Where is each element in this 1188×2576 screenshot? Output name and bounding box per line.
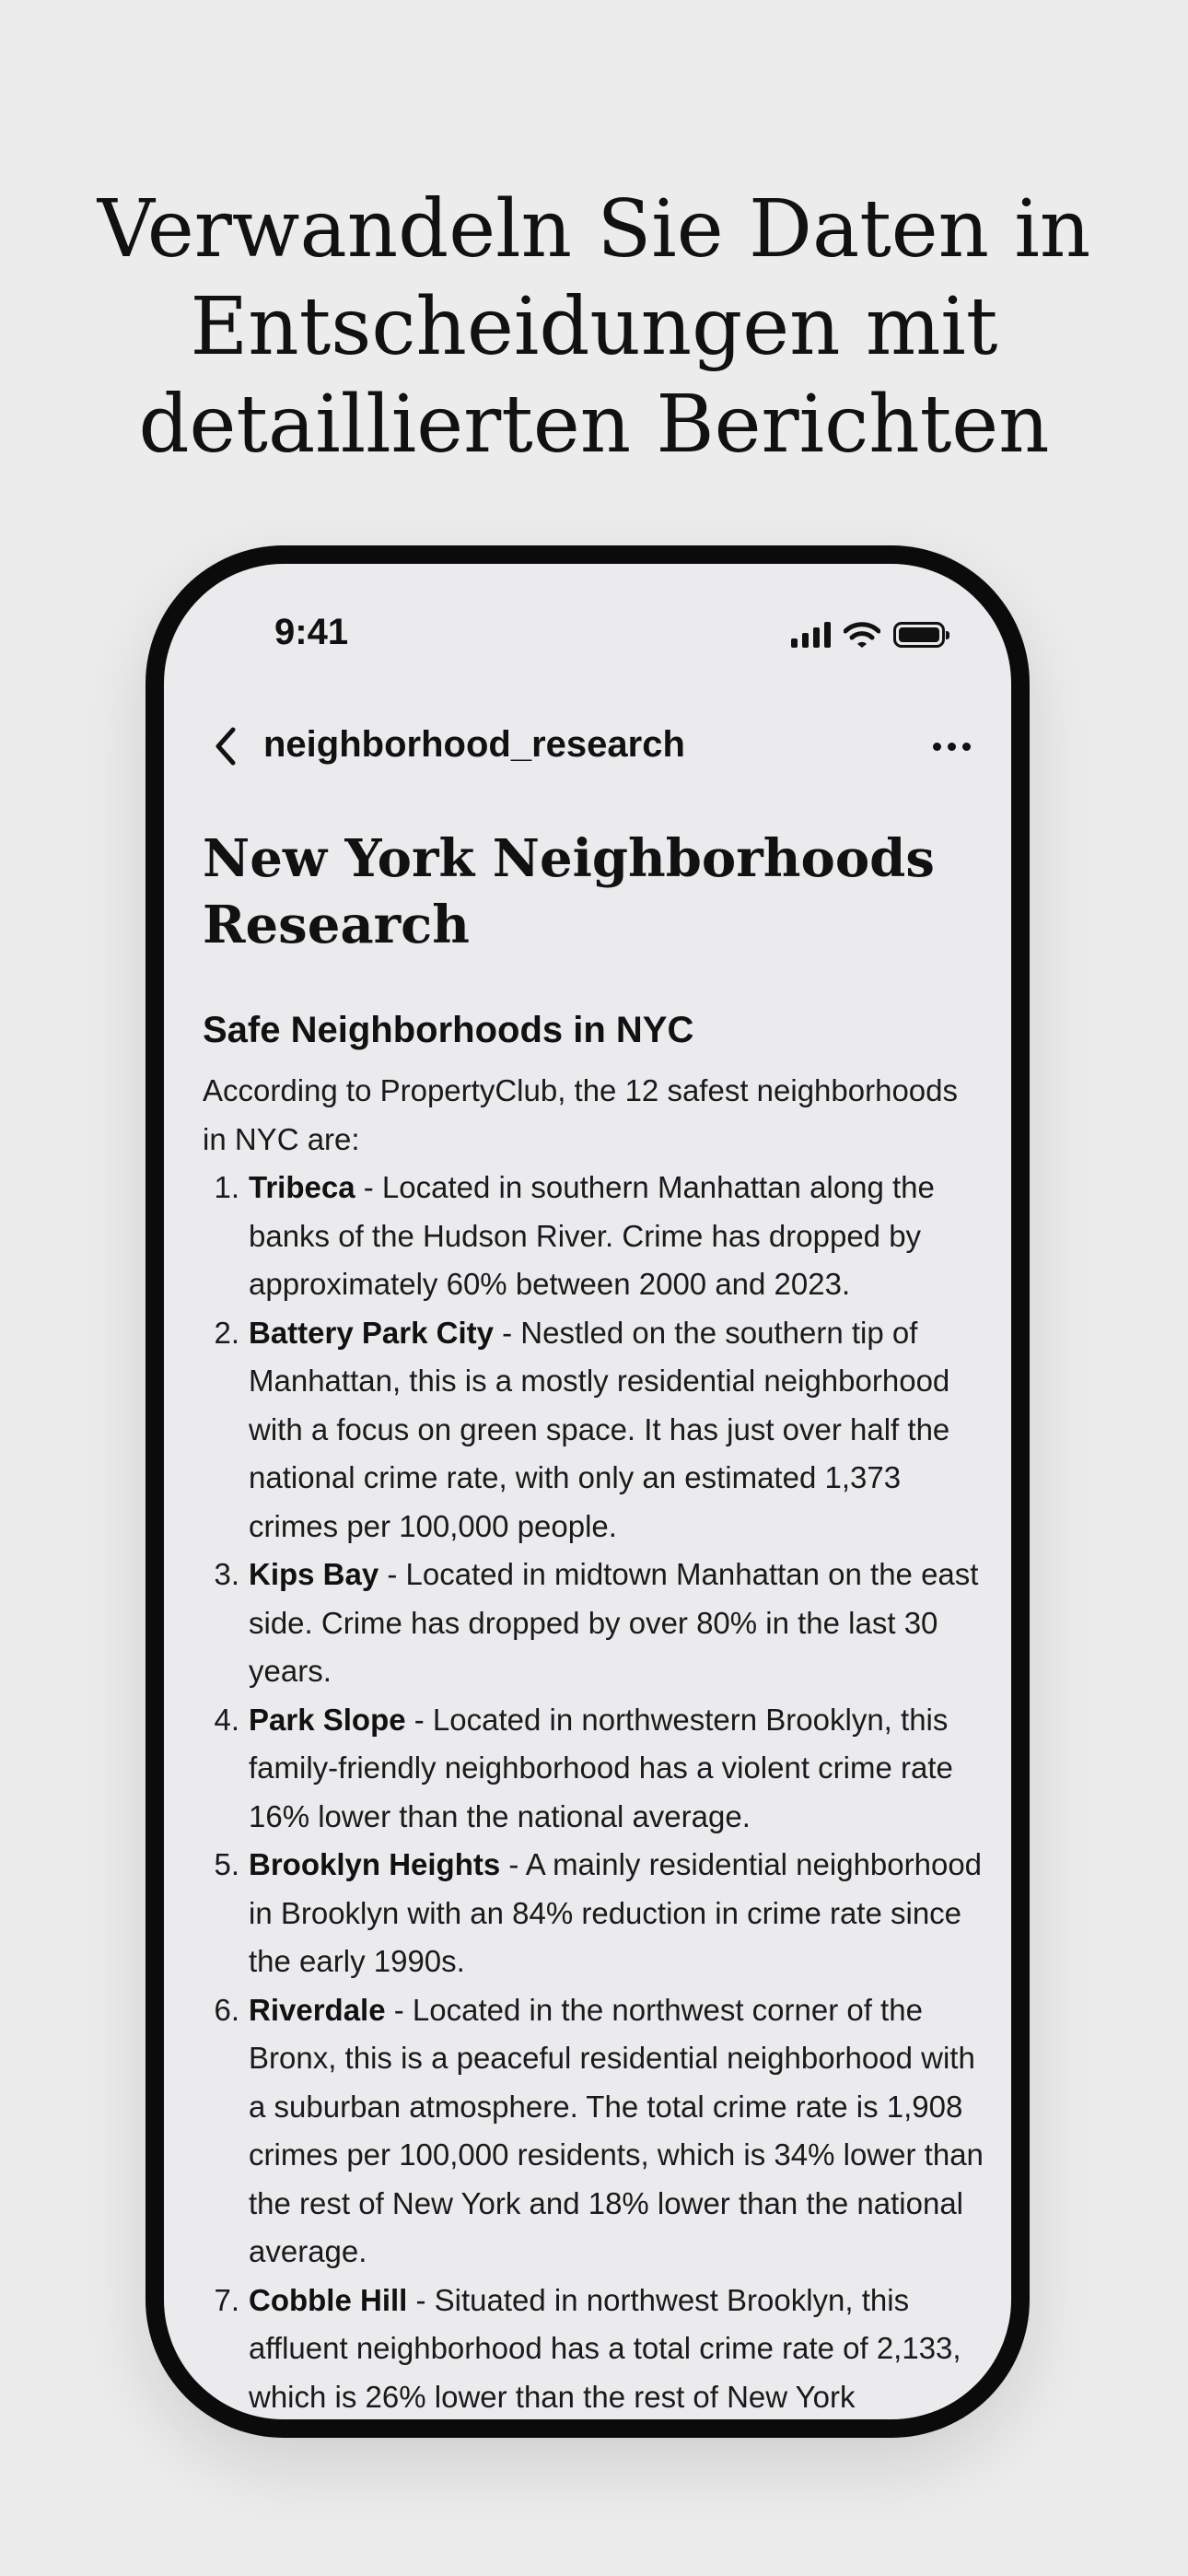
neighborhood-description: - Situated in northwest Brooklyn, this affluent neighborhood has a total crime rate of 2,133, which is 26% lower than the rest of New York — [249, 2282, 961, 2414]
phone-screen — [164, 564, 1011, 2419]
list-item-number: 4. — [214, 1702, 239, 1737]
neighborhood-name: Park Slope — [249, 1702, 406, 1737]
more-horizontal-icon — [933, 743, 971, 751]
list-item — [203, 1551, 985, 1696]
list-item-number: 7. — [214, 2282, 239, 2317]
neighborhood-name: Cobble Hill — [249, 2282, 408, 2317]
status-time: 9:41 — [274, 612, 349, 652]
list-item — [203, 1309, 985, 1551]
intro-paragraph: According to PropertyClub, the 12 safest neighborhoods in NYC are: — [203, 1073, 959, 1156]
status-icons — [791, 619, 945, 650]
document-title — [203, 825, 985, 958]
neighborhood-description: - Located in the northwest corner of the Bronx, this is a peaceful residential neighborhood with a suburban atmosphere. The total crime rate is 1,908 crimes per 100,000 residents, which is 34% lower than the rest of New York and 18% lower than the national average. — [249, 1992, 984, 2268]
list-item-number: 5. — [214, 1847, 239, 1881]
document-title-line-2: Research — [203, 895, 470, 955]
list-item-number: 6. — [214, 1992, 239, 2027]
navigation-bar — [164, 702, 1011, 790]
list-item-number: 3. — [214, 1557, 239, 1591]
chevron-left-icon — [214, 726, 238, 767]
neighborhood-name: Battery Park City — [249, 1315, 494, 1350]
neighborhood-list — [203, 1164, 985, 2419]
document-content — [203, 825, 985, 2419]
document-name: neighborhood_research — [263, 724, 685, 765]
phone-frame — [146, 545, 1030, 2438]
headline-line-3: detaillierten Berichten — [138, 379, 1050, 471]
list-item — [203, 1986, 985, 2277]
list-item-number: 1. — [214, 1170, 239, 1204]
list-item-number: 2. — [214, 1315, 239, 1350]
neighborhood-description: - Located in northwestern Brooklyn, this family-friendly neighborhood has a violent crime rate 16% lower than the national average. — [249, 1702, 953, 1833]
battery-icon — [893, 622, 945, 648]
list-item — [203, 1696, 985, 1842]
neighborhood-name: Kips Bay — [249, 1557, 379, 1591]
list-item — [203, 1841, 985, 1986]
document-title-line-1: New York Neighborhoods — [203, 828, 935, 889]
neighborhood-description: - Nestled on the southern tip of Manhattan, this is a mostly residential neighborhood with a focus on green space. It has just over half the national crime rate, with only an estimated 1,373 crimes per 100,000 people. — [249, 1315, 950, 1543]
neighborhood-description: - Located in midtown Manhattan on the east side. Crime has dropped by over 80% in the last 30 years. — [249, 1557, 979, 1688]
back-button[interactable] — [203, 722, 249, 770]
status-bar — [164, 564, 1011, 684]
section-title: Safe Neighborhoods in NYC — [203, 1010, 694, 1050]
cellular-signal-icon — [791, 622, 831, 648]
headline-line-2: Entscheidungen mit — [190, 281, 998, 373]
neighborhood-name: Riverdale — [249, 1992, 386, 2027]
list-item — [203, 1164, 985, 1309]
wifi-icon — [844, 621, 880, 649]
more-options-button[interactable] — [919, 722, 984, 770]
marketing-headline — [0, 181, 1188, 474]
neighborhood-description: - A mainly residential neighborhood in Brooklyn with an 84% reduction in crime rate since the early 1990s. — [249, 1847, 983, 1978]
neighborhood-name: Brooklyn Heights — [249, 1847, 501, 1881]
neighborhood-description: - Located in southern Manhattan along the banks of the Hudson River. Crime has dropped by approximately 60% between 2000 and 2023. — [249, 1170, 935, 1301]
list-item — [203, 2277, 985, 2420]
neighborhood-name: Tribeca — [249, 1170, 355, 1204]
headline-line-1: Verwandeln Sie Daten in — [97, 183, 1091, 275]
